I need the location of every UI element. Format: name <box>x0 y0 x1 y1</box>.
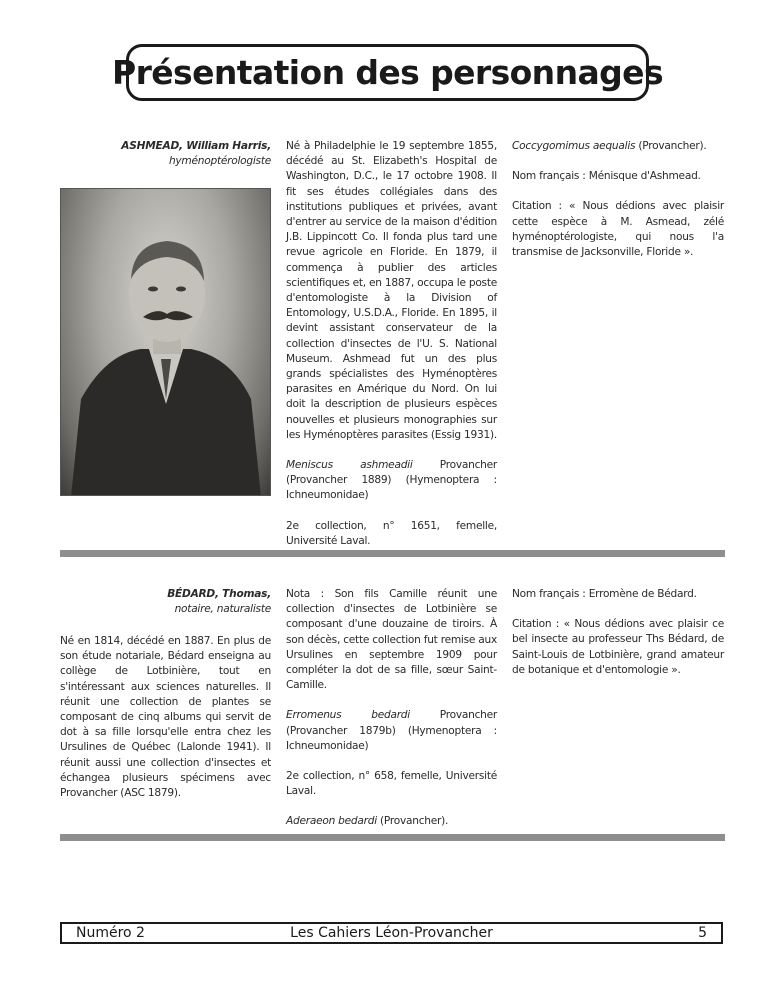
page-number: 5 <box>698 925 708 941</box>
section-divider <box>60 550 725 557</box>
species-name: Erromenus bedardi <box>286 709 410 722</box>
ashmead-species2-entry: Coccygomimus aequalis (Provancher). <box>512 140 707 152</box>
page-title: Présentation des personnages <box>112 53 663 92</box>
issue-number: Numéro 2 <box>76 925 145 941</box>
page-title-box <box>112 44 663 101</box>
ashmead-collection: 2e collection, n° 1651, femelle, Université Laval. <box>286 519 497 547</box>
person-heading-bedard <box>60 587 271 617</box>
bedard-species-entry: Erromenus bedardi Provancher (Provancher 1879b) (Hymenoptera : Ichneumonidae) <box>286 709 497 752</box>
bedard-middle-column <box>286 587 497 845</box>
bedard-note: Nota : Son fils Camille réunit une collection d'insectes de Lotbinière se composant d'une douzaine de tiroirs. À son décès, cette collection fut remise aux Ursulines en septembre 1909 pour compléter la dot de sa fille, sœur Saint-Camille. <box>286 588 497 692</box>
portrait-photo <box>60 188 271 496</box>
person-name: BÉDARD, Thomas, <box>167 588 271 600</box>
bedard-bio: Né en 1814, décédé en 1887. En plus de son étude notariale, Bédard enseigna au collège de Lotbinière, tout en s'intéressant aux sciences naturelles. Il réunit une collection de plantes se composant de cinq albums qui servit de dot à sa fille lorsqu'elle entra chez les Ursulines de Québec (Lalonde 1941). Il réunit aussi une collection d'insectes et échangea plusieurs spécimens avec Provancher (ASC 1879). <box>60 635 271 800</box>
bedard-right-column <box>512 587 724 693</box>
species2-name: Coccygomimus aequalis <box>512 140 636 152</box>
bedard-citation: Citation : « Nous dédions avec plaisir ce bel insecte au professeur Ths Bédard, de Saint-Louis de Lotbinière, grand amateur de botanique et d'entomologie ». <box>512 618 724 676</box>
ashmead-bio: Né à Philadelphie le 19 septembre 1855, décédé au St. Elizabeth's Hospital de Washington, D.C., le 17 octobre 1908. Il fit ses études collégiales dans des institutions publiques et privées, avant d'entrer au service de la maison d'édition J.B. Lippincott Co. Il fonda plus tard une revue agricole en Floride. En 1879, il commença à publier des articles scientifiques et, en 1887, occupa le poste d'entomologiste à la Division of Entomology, U.S.D.A., Floride. En 1895, il devint assistant conservateur de la collection d'insectes de l'U. S. National Museum. Ashmead fut un des plus grands spécialistes des Hyménoptères parasites en Amérique du Nord. On lui doit la description de plusieurs espèces nouvelles et plusieurs monographies sur les Hyménoptères parasites (Essig 1931). <box>286 140 497 441</box>
section-divider <box>60 834 725 841</box>
species2-name: Aderaeon bedardi <box>286 815 377 828</box>
journal-name: Les Cahiers Léon-Provancher <box>290 925 493 941</box>
bedard-collection: 2e collection, n° 658, femelle, Université Laval. <box>286 770 497 798</box>
ashmead-citation: Citation : « Nous dédions avec plaisir cette espèce à M. Asmead, zélé hyménoptérologiste, qui nous l'a transmise de Jacksonville, Floride ». <box>512 200 724 259</box>
page-footer <box>60 922 723 944</box>
ashmead-bio-column <box>286 139 497 564</box>
person-role: notaire, naturaliste <box>174 603 271 616</box>
bedard-species2-entry: Aderaeon bedardi (Provancher). <box>286 815 449 828</box>
person-heading-ashmead <box>60 139 271 169</box>
ashmead-species-entry: Meniscus ashmeadii Provancher (Provancher 1889) (Hymenoptera : Ichneumonidae) <box>286 459 497 502</box>
person-role: hyménoptérologiste <box>168 155 271 168</box>
portrait-illustration <box>61 189 271 496</box>
bedard-french-name: Nom français : Erromène de Bédard. <box>512 588 697 600</box>
ashmead-french-name: Nom français : Ménisque d'Ashmead. <box>512 170 701 183</box>
person-name: ASHMEAD, William Harris, <box>121 140 271 152</box>
ashmead-right-column <box>512 139 724 275</box>
bedard-bio-column <box>60 634 271 816</box>
species-name: Meniscus ashmeadii <box>286 459 413 472</box>
